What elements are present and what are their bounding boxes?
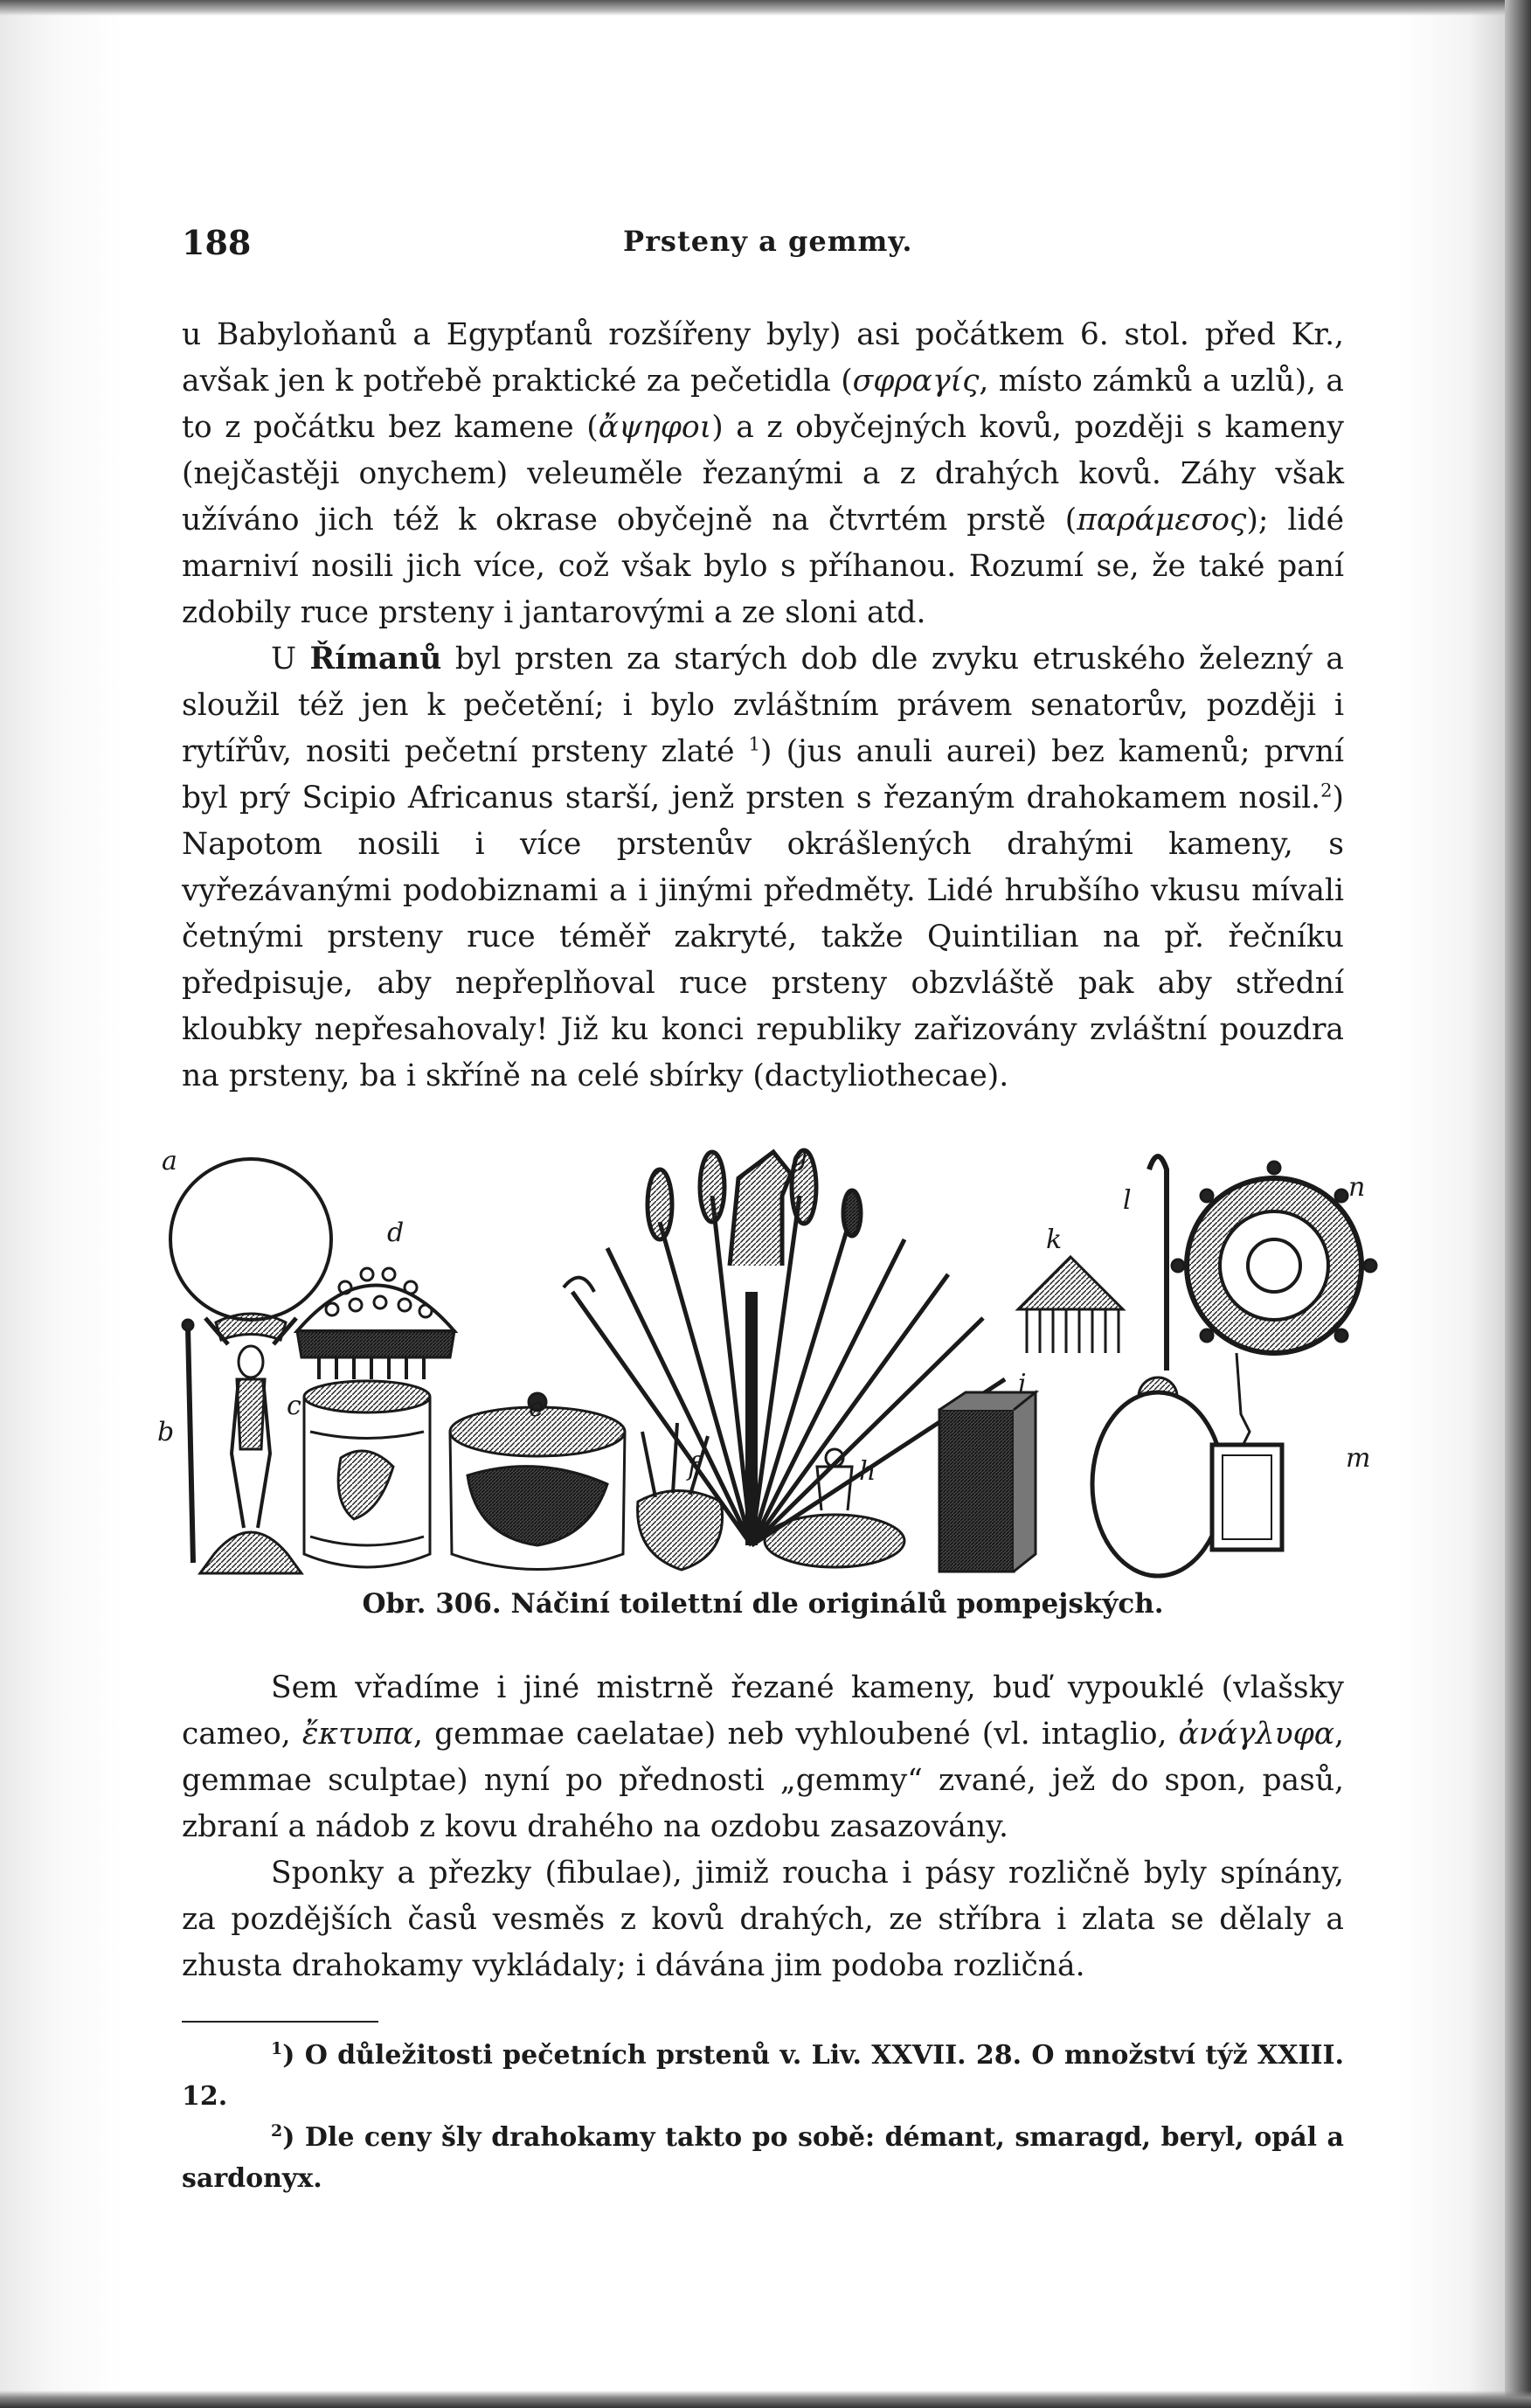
figure-label-i: i: [1018, 1369, 1027, 1399]
lower-body-text: [182, 1665, 1344, 1989]
engraving-illustration: [153, 1143, 1381, 1580]
text-run: ) (jus anuli aurei) bez kamenů; první byl prý Scipio Africanus starší, jenž prsten s řezaným drahokamem nosil.: [182, 734, 1344, 815]
upper-body-text: [182, 312, 1344, 1100]
running-head: Prsteny a gemmy.: [623, 225, 913, 258]
greek-term: ἔκτυπα: [301, 1717, 414, 1752]
text-run: ) Napotom nosili i více prstenův okrášlených drahými kameny, s vyřezávanými podobiznami a i jinými předměty. Lidé hrubšího vkusu mívali četnými prsteny ruce téměř zakryté, takže Quintilian na př. řečníku předpisuje, aby nepřeplňoval ruce prsteny obzvláště pak aby střední kloubky nepřesahovaly! Již ku konci republiky zařizovány zvláštní pouzdra na prsteny, ba i skříně na celé sbírky (dactyliothecae).: [182, 781, 1344, 1093]
figure-label-h: h: [859, 1456, 876, 1487]
footnotes: [182, 2035, 1344, 2199]
text-run: ) a z obyčejných kovů, později s kameny (nejčastěji onychem) veleuměle řezanými a z drahých kovů. Záhy však užíváno jich též k okrase obyčejně na čtvrtém prstě (: [182, 410, 1344, 538]
text-run: , gemmae caelatae) neb vyhloubené (vl. intaglio,: [413, 1717, 1179, 1752]
text-run: u Babyloňanů a Egypťanů rozšířeny byly) asi počátkem 6. stol. před Kr., avšak jen k potřebě praktické za pečetidla (: [182, 317, 1344, 399]
framed-mirror-m: [1212, 1353, 1282, 1550]
flask-h: [765, 1449, 904, 1567]
text-run: ); lidé marniví nosili jich více, což však bylo s příhanou. Rozumí se, že také paní zdobily ruce prsteny i jantarovými a ze sloni atd.: [182, 503, 1344, 630]
figure-label-a: a: [162, 1146, 177, 1176]
footnote-text: ) O důležitosti pečetních prstenů v. Liv. XXVII. 28. O množství týž XXIII. 12.: [182, 2040, 1344, 2112]
footnote-mark: 1: [271, 2039, 283, 2058]
greek-term: σφραγίς: [852, 364, 980, 399]
hairpin-b: [183, 1320, 193, 1563]
greek-term: παράμεσος: [1077, 503, 1247, 538]
figure-label-n: n: [1348, 1172, 1366, 1203]
scan-edge-bottom: [0, 2391, 1531, 2408]
figure-label-e: e: [529, 1392, 544, 1423]
footnote-ref-1: 1: [748, 733, 761, 755]
footnote-mark: 2: [271, 2121, 283, 2141]
footnote-ref-2: 2: [1320, 780, 1333, 802]
page-header: [182, 223, 1344, 267]
footnote-1: [182, 2035, 1344, 2117]
comb-d: [297, 1268, 454, 1379]
figure-label-f: f: [688, 1452, 698, 1482]
box-c: [304, 1381, 430, 1567]
figure-label-b: b: [157, 1417, 175, 1447]
page-number: 188: [182, 223, 252, 262]
ornate-mirror-n: [1172, 1162, 1376, 1353]
text-run: , gemmae sculptae) nyní po přednosti „gemmy“ zvané, jež do spon, pasů, zbraní a nádob z kovu drahého na ozdobu zasazovány.: [182, 1717, 1344, 1844]
paragraph-fibulae: Sponky a přezky (fibulae), jimiž roucha i pásy rozličně byly spínány, za pozdějších časů vesměs z kovů drahých, ze stříbra i zlata se dělaly a zhusta drahokamy vykládaly; i dávána jim podoba rozličná.: [182, 1856, 1344, 1983]
scan-binding-edge: [1505, 0, 1531, 2408]
paragraph-romans: [182, 636, 1344, 1100]
footnote-text: ) Dle ceny šly drahokamy takto po sobě: démant, smaragd, beryl, opál a sardonyx.: [182, 2122, 1344, 2194]
figure-toilet-utensils: [153, 1143, 1381, 1580]
greek-term: ἀνάγλυφα: [1178, 1717, 1335, 1752]
text-run: U: [271, 642, 310, 677]
scan-edge-top: [0, 0, 1531, 16]
figure-caption: Obr. 306. Náčiní toilettní dle originálů pompejských.: [362, 1588, 1164, 1620]
paragraph-babylonians: [182, 312, 1344, 636]
text-run: Sem vřadíme i jiné mistrně řezané kameny, buď vypouklé (vlašsky cameo,: [182, 1670, 1344, 1752]
figure-label-k: k: [1046, 1225, 1063, 1255]
footnote-divider: [182, 2021, 378, 2023]
paragraph-gems: [182, 1665, 1344, 1850]
figure-label-m: m: [1346, 1443, 1371, 1474]
block-i: [939, 1392, 1036, 1572]
emphasis-romans: Římanů: [309, 642, 442, 677]
greek-term: ἄψηφοι: [598, 410, 712, 445]
figure-label-l: l: [1123, 1185, 1132, 1216]
comb-k: [1018, 1257, 1123, 1353]
figure-label-g: g: [791, 1143, 808, 1172]
figure-label-c: c: [287, 1391, 301, 1421]
text-run: byl prsten za starých dob dle zvyku etruského železný a sloužil též jen k pečetění; i bylo zvláštním právem senatorův, později i rytířův, nositi pečetní prsteny zlaté: [182, 642, 1345, 769]
figure-label-d: d: [387, 1218, 405, 1248]
text-run: , místo zámků a uzlů), a to z počátku bez kamene (: [182, 364, 1345, 445]
footnote-2: [182, 2117, 1344, 2199]
